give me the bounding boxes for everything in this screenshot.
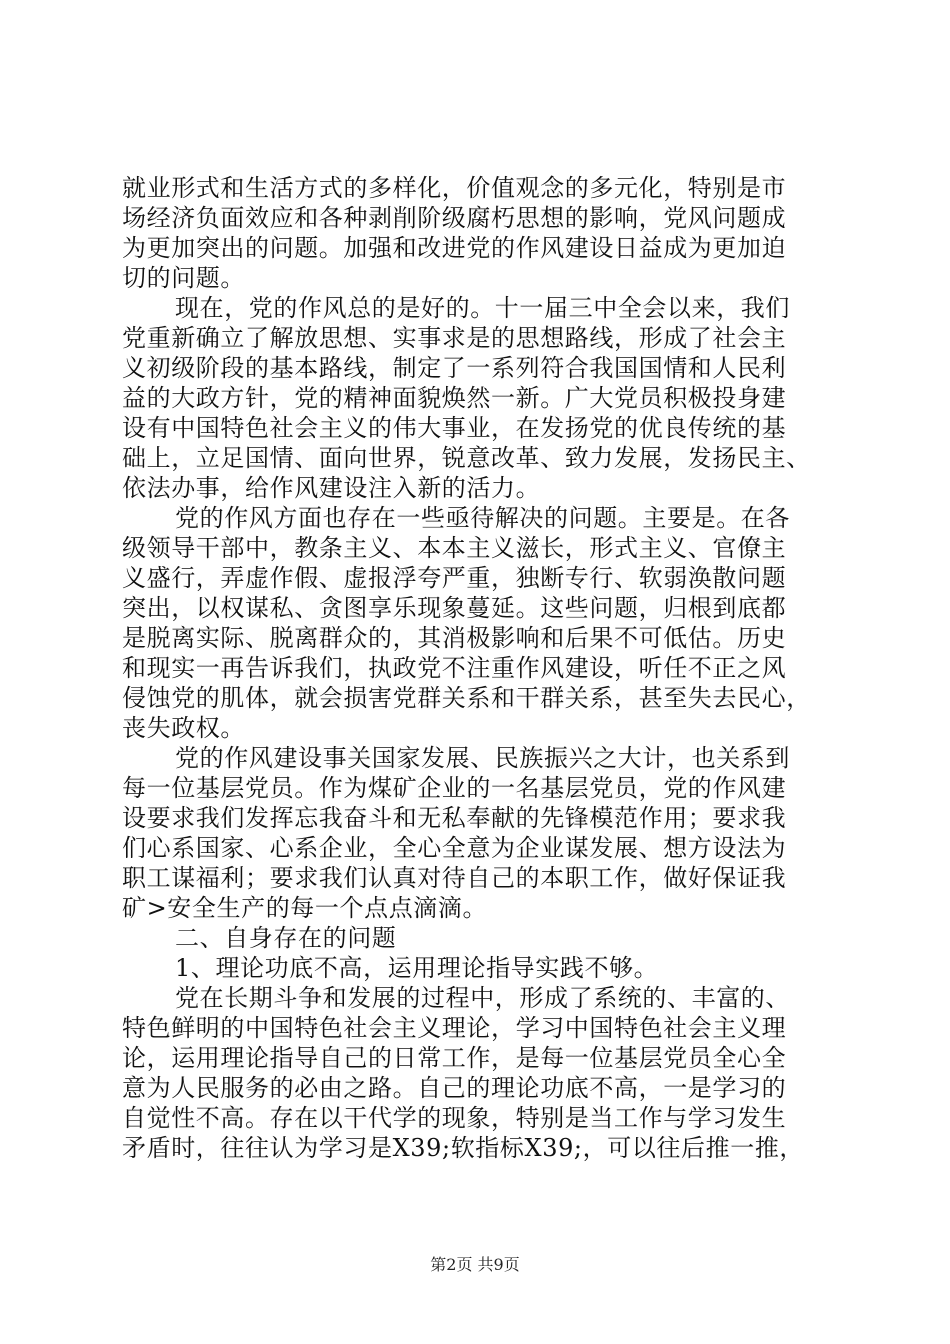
- text-line: 和现实一再告诉我们，执政党不注重作风建设，听任不正之风: [122, 654, 787, 682]
- text-line: 党重新确立了解放思想、实事求是的思想路线，形成了社会主: [122, 324, 787, 352]
- page-footer: 第2页 共9页: [430, 1255, 520, 1274]
- text-line: 矿>安全生产的每一个点点滴滴。: [122, 894, 488, 922]
- text-line: 侵蚀党的肌体，就会损害党群关系和干群关系，甚至失去民心，: [122, 684, 811, 712]
- text-line: 依法办事，给作风建设注入新的活力。: [122, 474, 541, 502]
- text-line: 现在，党的作风总的是好的。十一届三中全会以来，我们: [175, 294, 790, 322]
- text-line: 特色鲜明的中国特色社会主义理论，学习中国特色社会主义理: [122, 1014, 787, 1042]
- text-line: 突出，以权谋私、贪图享乐现象蔓延。这些问题，归根到底都: [122, 594, 787, 622]
- text-line: 丧失政权。: [122, 714, 245, 742]
- text-line: 论，运用理论指导自己的日常工作，是每一位基层党员全心全: [122, 1044, 787, 1072]
- text-line: 党的作风方面也存在一些亟待解决的问题。主要是。在各: [175, 504, 790, 532]
- text-line: 党在长期斗争和发展的过程中，形成了系统的、丰富的、: [175, 984, 790, 1012]
- text-line: 础上，立足国情、面向世界，锐意改革、致力发展，发扬民主、: [122, 444, 811, 472]
- text-line: 是脱离实际、脱离群众的，其消极影响和后果不可低估。历史: [122, 624, 787, 652]
- text-line: 设有中国特色社会主义的伟大事业，在发扬党的优良传统的基: [122, 414, 787, 442]
- text-line: 党的作风建设事关国家发展、民族振兴之大计，也关系到: [175, 744, 790, 772]
- text-line: 场经济负面效应和各种剥削阶级腐朽思想的影响，党风问题成: [122, 204, 787, 232]
- text-line: 意为人民服务的必由之路。自己的理论功底不高，一是学习的: [122, 1074, 787, 1102]
- text-line: 每一位基层党员。作为煤矿企业的一名基层党员，党的作风建: [122, 774, 787, 802]
- text-line: 为更加突出的问题。加强和改进党的作风建设日益成为更加迫: [122, 234, 787, 262]
- text-line: 益的大政方针，党的精神面貌焕然一新。广大党员积极投身建: [122, 384, 787, 412]
- text-line: 就业形式和生活方式的多样化，价值观念的多元化，特别是市: [122, 174, 787, 202]
- text-line: 级领导干部中，教条主义、本本主义滋长，形式主义、官僚主: [122, 534, 787, 562]
- text-line: 切的问题。: [122, 264, 245, 292]
- text-line: 职工谋福利；要求我们认真对待自己的本职工作，做好保证我: [122, 864, 787, 892]
- subsection-heading: 1、理论功底不高，运用理论指导实践不够。: [175, 954, 659, 982]
- text-line: 义盛行，弄虚作假、虚报浮夸严重，独断专行、软弱涣散问题: [122, 564, 787, 592]
- text-line: 义初级阶段的基本路线，制定了一系列符合我国国情和人民利: [122, 354, 787, 382]
- text-line: 设要求我们发挥忘我奋斗和无私奉献的先锋模范作用；要求我: [122, 804, 787, 832]
- text-line: 矛盾时，往往认为学习是X39;软指标X39;，可以往后推一推，: [122, 1134, 805, 1162]
- text-line: 自觉性不高。存在以干代学的现象，特别是当工作与学习发生: [122, 1104, 787, 1132]
- text-line: 们心系国家、心系企业，全心全意为企业谋发展、想方设法为: [122, 834, 787, 862]
- section-heading: 二、自身存在的问题: [175, 924, 397, 952]
